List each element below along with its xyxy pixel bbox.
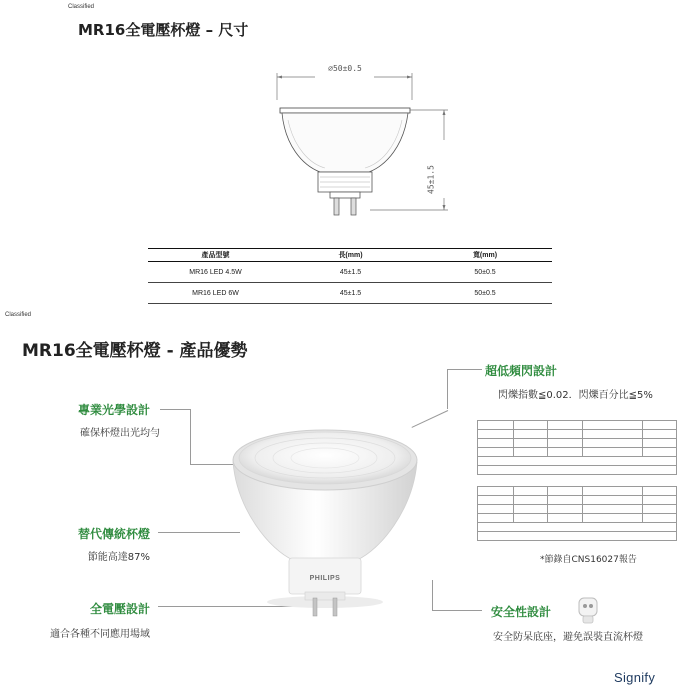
connector-line xyxy=(160,409,190,410)
header-length: 長(mm) xyxy=(283,249,418,262)
cell-width: 50±0.5 xyxy=(418,283,552,304)
feature-safety-desc: 安全防呆底座，避免誤裝直流杯燈 xyxy=(493,632,643,643)
feature-voltage-title: 全電壓設計 xyxy=(89,602,150,616)
page-title-advantages: MR16全電壓杯燈 - 產品優勢 xyxy=(22,341,248,361)
feature-safety-title: 安全性設計 xyxy=(491,605,552,619)
signify-logo: Signify xyxy=(614,670,656,685)
feature-flicker-desc: 閃爍指數≦0.02．閃爍百分比≦5% xyxy=(498,390,653,401)
cns-report-table-2 xyxy=(477,486,677,541)
classified-label: Classified xyxy=(68,4,95,10)
cell-width: 50±0.5 xyxy=(418,262,552,283)
dimension-drawing xyxy=(270,60,460,230)
height-label: 45±1.5 xyxy=(426,165,436,194)
connector-line xyxy=(190,409,191,464)
header-width: 寬(mm) xyxy=(418,249,552,262)
diameter-label: ⌀50±0.5 xyxy=(328,64,362,73)
table-row xyxy=(148,262,552,283)
header-model: 產品型號 xyxy=(148,249,283,262)
page-title-dimensions: MR16全電壓杯燈 – 尺寸 xyxy=(78,21,249,39)
table-row xyxy=(148,283,552,304)
classified-label: Classified xyxy=(5,312,32,318)
cell-model: MR16 LED 6W xyxy=(148,283,283,304)
philips-brand-label: PHILIPS xyxy=(309,575,341,582)
cell-model: MR16 LED 4.5W xyxy=(148,262,283,283)
feature-voltage-desc: 適合各種不同應用場域 xyxy=(50,629,150,640)
cell-length: 45±1.5 xyxy=(283,283,418,304)
connector-line xyxy=(447,369,448,409)
connector-line xyxy=(447,369,482,370)
feature-optics-desc: 確保杯燈出光均勻 xyxy=(80,428,160,439)
table-header-row xyxy=(148,249,552,262)
cns-report-note: *節錄自CNS16027報告 xyxy=(540,555,637,565)
connector-line xyxy=(432,580,433,610)
safety-socket-icon xyxy=(576,596,600,626)
feature-optics-title: 專業光學設計 xyxy=(77,403,150,417)
cell-length: 45±1.5 xyxy=(283,262,418,283)
feature-replace-title: 替代傳統杯燈 xyxy=(77,527,150,541)
feature-flicker-title: 超低頻閃設計 xyxy=(485,364,558,378)
mr16-lamp-illustration xyxy=(225,420,425,620)
connector-line xyxy=(432,610,482,611)
feature-replace-desc: 節能高達87% xyxy=(87,552,150,563)
cns-report-table-1 xyxy=(477,420,677,475)
dimension-table xyxy=(148,248,552,304)
